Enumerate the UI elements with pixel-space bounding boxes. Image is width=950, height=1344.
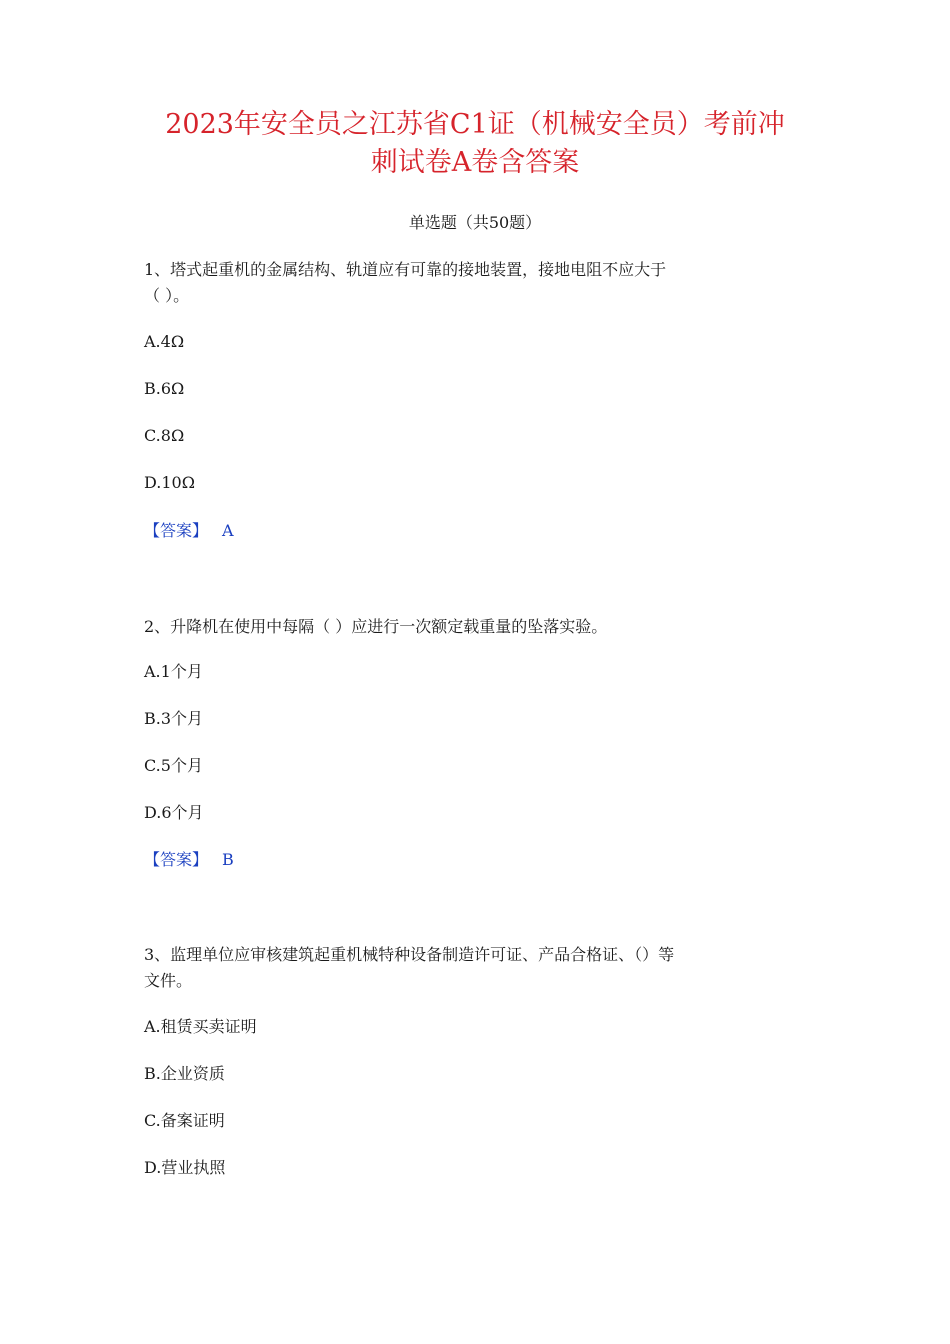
section-header: 单选题（共50题） [408,213,542,232]
answer-value: A [222,521,234,540]
document-title-line-2: 刺试卷A卷含答案 [370,147,580,178]
question-1-line-2: （ ）。 [144,286,190,305]
question-3-option-b: B.企业资质 [144,1064,225,1083]
question-2-line-1: 2、升降机在使用中每隔（ ）应进行一次额定载重量的坠落实验。 [144,617,608,636]
question-3-line-1: 3、监理单位应审核建筑起重机械特种设备制造许可证、产品合格证、（）等 [144,945,675,964]
question-1-answer [144,519,234,543]
question-3-line-2: 文件。 [144,971,193,990]
question-3-option-a: A.租赁买卖证明 [144,1017,257,1036]
question-3-text [144,942,814,994]
question-3-option-c: C.备案证明 [144,1111,225,1130]
question-2-option-c: C.5个月 [144,756,203,775]
question-1-option-c: C.8Ω [144,426,185,445]
question-1-text [144,257,814,309]
question-1-line-1: 1、塔式起重机的金属结构、轨道应有可靠的接地装置，接地电阻不应大于 [144,260,667,279]
question-2-text [144,614,814,640]
question-3-option-d: D.营业执照 [144,1158,226,1177]
question-1-option-b: B.6Ω [144,379,185,398]
question-1-option-a: A.4Ω [144,332,185,351]
document-title-line-1: 2023年安全员之江苏省C1证（机械安全员）考前冲 [165,109,785,140]
question-2-option-b: B.3个月 [144,709,204,728]
answer-label: 【答案】 [144,521,209,540]
question-2-option-d: D.6个月 [144,803,204,822]
question-2-option-a: A.1个月 [144,662,203,681]
question-1-option-d: D.10Ω [144,473,195,492]
answer-label: 【答案】 [144,850,209,869]
question-2-answer [144,848,234,872]
answer-value: B [222,850,234,869]
